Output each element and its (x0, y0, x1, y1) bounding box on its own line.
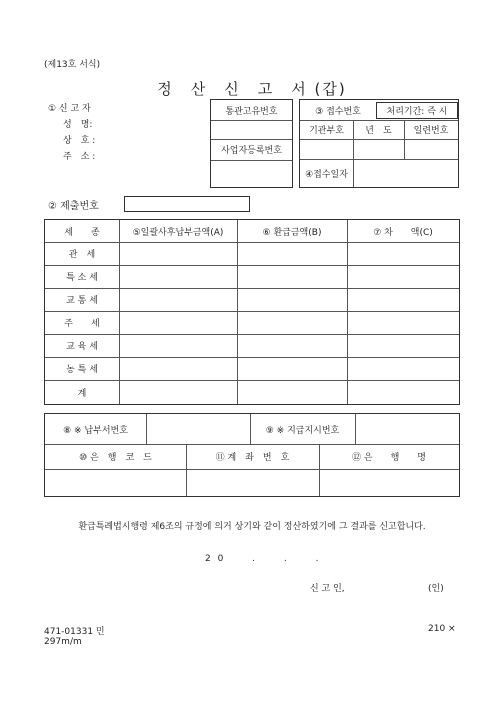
footer-paper-height: 297m/m (44, 637, 82, 647)
processing-period: 처리기간: 즉 시 (386, 107, 448, 117)
declaration-statement: 환급특례법시행령 제6조의 규정에 의거 상기와 같이 정산하였기에 그 결과를 신고합니다. (78, 522, 426, 532)
declarant-label: ① 신 고 자 (48, 104, 91, 114)
header-tax-type: 세 종 (64, 227, 100, 238)
row-label-education: 교 육 세 (66, 342, 98, 352)
form-code: (제13호 서식) (44, 60, 101, 70)
customs-id-field[interactable] (211, 120, 292, 139)
receipt-date-label: ④접수일자 (305, 169, 348, 180)
serial-label: 일련번호 (413, 126, 449, 136)
payment-notice-label: ⑧ ※ 납부서번호 (63, 425, 128, 436)
business-name-label: 상 호 : (63, 136, 96, 146)
address-label: 주 소 : (63, 152, 96, 162)
declarant-section (48, 101, 95, 165)
seal-mark: (인) (428, 584, 444, 594)
header-difference: ⑦ 차 액(C) (373, 227, 433, 238)
row-label-customs: 관 세 (68, 250, 96, 260)
business-reg-field[interactable] (211, 160, 292, 187)
bank-code-label: ⑩ 은 행 코 드 (79, 453, 152, 463)
payment-order-field[interactable] (355, 414, 459, 444)
signature-label: 신 고 인, (310, 584, 345, 594)
submission-number-field[interactable] (124, 196, 250, 212)
registration-box (210, 99, 293, 188)
receipt-no-label: ③ 접수번호 (315, 106, 361, 117)
agency-code-label: 기관부호 (309, 126, 344, 136)
bank-name-label: ⑫ 은 행 명 (352, 453, 426, 463)
year-label: 년 도 (365, 126, 392, 136)
form-title: 정 산 신 고 서 (갑) (157, 80, 347, 98)
payment-order-label: ⑨ ※ 지급지시번호 (265, 425, 340, 436)
business-reg-label: 사업자등록번호 (221, 146, 282, 156)
row-label-rural-special: 농 특 세 (66, 365, 98, 375)
receipt-box (299, 99, 459, 188)
tax-table (44, 219, 460, 405)
declaration-date: 2 0 . . . (205, 554, 321, 564)
row-label-total: 계 (77, 388, 87, 399)
footer-form-code: 471-01331 민 (44, 627, 105, 637)
receipt-date-field[interactable] (353, 159, 458, 187)
customs-id-label: 통관고유번호 (225, 106, 278, 117)
account-number-label: ⑪ 계 좌 번 호 (215, 453, 290, 463)
footer-paper-width: 210 × (428, 624, 456, 634)
header-refund-amount: ⑥ 환급금액(B) (262, 227, 322, 238)
payment-notice-field[interactable] (146, 414, 250, 444)
row-label-transport: 교 통 세 (66, 296, 98, 306)
name-label: 성 명: (63, 120, 93, 130)
header-bulk-payment: ⑤일괄사후납부금액(A) (132, 227, 224, 238)
payment-box (44, 413, 460, 497)
row-label-special-consumption: 특 소 세 (66, 273, 98, 283)
submission-number-label: ② 제출번호 (48, 201, 99, 212)
row-label-liquor: 주 세 (64, 319, 100, 329)
